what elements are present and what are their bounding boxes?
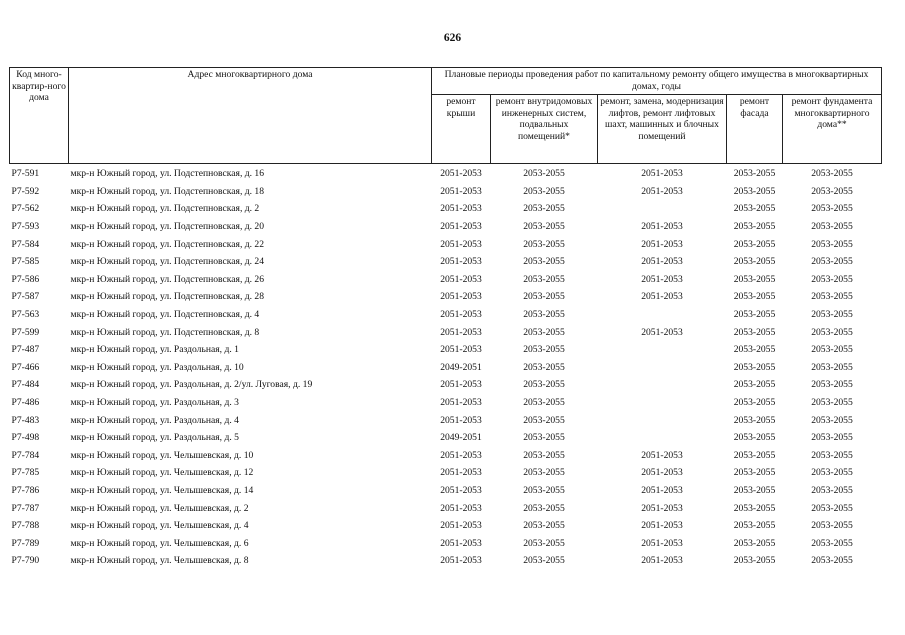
- facade-period-cell: 2053-2055: [733, 291, 776, 303]
- elevators-period-cell: 2051-2053: [641, 168, 683, 180]
- facade-period-cell: 2053-2055: [733, 555, 776, 567]
- facade-period-cell: 2053-2055: [733, 414, 776, 426]
- address-cell: мкр-н Южный город, ул. Подстепновская, д. 8: [70, 326, 260, 338]
- elevators-period-cell: 2051-2053: [641, 484, 683, 496]
- table-row: [10, 517, 882, 535]
- building-code-cell: Р7-563: [11, 309, 40, 321]
- facade-period-cell: 2053-2055: [733, 502, 776, 514]
- building-code-cell: Р7-789: [11, 537, 40, 549]
- roof-period-cell: 2051-2053: [440, 291, 482, 303]
- roof-period-cell: 2051-2053: [440, 309, 482, 321]
- table-row: [10, 447, 882, 465]
- foundation-period-cell: 2053-2055: [811, 256, 853, 268]
- address-cell: мкр-н Южный город, ул. Челышевская, д. 2: [70, 502, 249, 514]
- elevators-period-cell: 2051-2053: [641, 537, 683, 549]
- systems-period-cell: 2053-2055: [523, 238, 565, 250]
- table-row: [10, 200, 882, 218]
- foundation-period-cell: 2053-2055: [811, 467, 853, 479]
- foundation-period-cell: 2053-2055: [811, 168, 853, 180]
- systems-period-cell: 2053-2055: [523, 397, 565, 409]
- address-cell: мкр-н Южный город, ул. Раздольная, д. 10: [70, 361, 244, 373]
- table-row: [10, 218, 882, 236]
- roof-period-cell: 2051-2053: [440, 484, 482, 496]
- building-code-cell: Р7-487: [11, 344, 40, 356]
- header-building-code: Код много-квартир-ного дома: [10, 68, 69, 164]
- address-cell: мкр-н Южный город, ул. Челышевская, д. 10: [70, 449, 254, 461]
- table-row: [10, 552, 882, 570]
- elevators-period-cell: 2051-2053: [641, 238, 683, 250]
- foundation-period-cell: 2053-2055: [811, 203, 853, 215]
- building-code-cell: Р7-784: [11, 449, 40, 461]
- facade-period-cell: 2053-2055: [733, 256, 776, 268]
- facade-period-cell: 2053-2055: [733, 221, 776, 233]
- building-code-cell: Р7-483: [11, 414, 40, 426]
- building-code-cell: Р7-591: [11, 168, 40, 180]
- foundation-period-cell: 2053-2055: [811, 309, 853, 321]
- address-cell: мкр-н Южный город, ул. Подстепновская, д. 28: [70, 291, 265, 303]
- facade-period-cell: 2053-2055: [733, 203, 776, 215]
- systems-period-cell: 2053-2055: [523, 379, 565, 391]
- building-code-cell: Р7-599: [11, 326, 40, 338]
- foundation-period-cell: 2053-2055: [811, 537, 853, 549]
- roof-period-cell: 2051-2053: [440, 238, 482, 250]
- table-row: [10, 164, 882, 183]
- building-code-cell: Р7-593: [11, 221, 40, 233]
- building-code-cell: Р7-498: [11, 432, 40, 444]
- elevators-period-cell: [598, 394, 727, 412]
- address-cell: мкр-н Южный город, ул. Раздольная, д. 2/ул. Луговая, д. 19: [70, 379, 313, 391]
- facade-period-cell: 2053-2055: [733, 537, 776, 549]
- table-row: [10, 271, 882, 289]
- elevators-period-cell: [598, 306, 727, 324]
- facade-period-cell: 2053-2055: [733, 361, 776, 373]
- building-code-cell: Р7-584: [11, 238, 40, 250]
- building-code-cell: Р7-484: [11, 379, 40, 391]
- address-cell: мкр-н Южный город, ул. Раздольная, д. 3: [70, 397, 239, 409]
- table-row: [10, 376, 882, 394]
- systems-period-cell: 2053-2055: [523, 185, 565, 197]
- address-cell: мкр-н Южный город, ул. Подстепновская, д. 4: [70, 309, 260, 321]
- foundation-period-cell: 2053-2055: [811, 361, 853, 373]
- foundation-period-cell: 2053-2055: [811, 414, 853, 426]
- address-cell: мкр-н Южный город, ул. Подстепновская, д. 18: [70, 185, 265, 197]
- roof-period-cell: 2051-2053: [440, 185, 482, 197]
- facade-period-cell: 2053-2055: [733, 432, 776, 444]
- foundation-period-cell: 2053-2055: [811, 238, 853, 250]
- foundation-period-cell: 2053-2055: [811, 344, 853, 356]
- elevators-period-cell: 2051-2053: [641, 449, 683, 461]
- address-cell: мкр-н Южный город, ул. Подстепновская, д. 2: [70, 203, 260, 215]
- roof-period-cell: 2051-2053: [440, 502, 482, 514]
- address-cell: мкр-н Южный город, ул. Челышевская, д. 8: [70, 555, 249, 567]
- facade-period-cell: 2053-2055: [733, 273, 776, 285]
- elevators-period-cell: 2051-2053: [641, 256, 683, 268]
- address-cell: мкр-н Южный город, ул. Подстепновская, д. 22: [70, 238, 265, 250]
- address-cell: мкр-н Южный город, ул. Челышевская, д. 6: [70, 537, 249, 549]
- facade-period-cell: 2053-2055: [733, 309, 776, 321]
- table-row: [10, 464, 882, 482]
- systems-period-cell: 2053-2055: [523, 467, 565, 479]
- building-code-cell: Р7-790: [11, 555, 40, 567]
- header-engineering-systems-repair: ремонт внутридомовых инженерных систем, подвальных помещений*: [491, 95, 598, 164]
- header-address: Адрес многоквартирного дома: [69, 68, 432, 164]
- facade-period-cell: 2053-2055: [733, 185, 776, 197]
- facade-period-cell: 2053-2055: [733, 467, 776, 479]
- header-elevator-repair: ремонт, замена, модернизация лифтов, ремонт лифтовых шахт, машинных и блочных помещений: [598, 95, 727, 164]
- table-row: [10, 534, 882, 552]
- systems-period-cell: 2053-2055: [523, 291, 565, 303]
- foundation-period-cell: 2053-2055: [811, 185, 853, 197]
- foundation-period-cell: 2053-2055: [811, 555, 853, 567]
- table-row: [10, 288, 882, 306]
- table-row: [10, 359, 882, 377]
- address-cell: мкр-н Южный город, ул. Подстепновская, д. 20: [70, 221, 265, 233]
- building-code-cell: Р7-592: [11, 185, 40, 197]
- elevators-period-cell: [598, 341, 727, 359]
- building-code-cell: Р7-486: [11, 397, 40, 409]
- roof-period-cell: 2051-2053: [440, 344, 482, 356]
- table-row: [10, 394, 882, 412]
- roof-period-cell: 2051-2053: [440, 326, 482, 338]
- address-cell: мкр-н Южный город, ул. Подстепновская, д. 24: [70, 256, 265, 268]
- table-row: [10, 306, 882, 324]
- elevators-period-cell: 2051-2053: [641, 326, 683, 338]
- elevators-period-cell: [598, 411, 727, 429]
- table-row: [10, 411, 882, 429]
- table-row: [10, 323, 882, 341]
- systems-period-cell: 2053-2055: [523, 221, 565, 233]
- building-code-cell: Р7-788: [11, 520, 40, 532]
- foundation-period-cell: 2053-2055: [811, 484, 853, 496]
- roof-period-cell: 2051-2053: [440, 397, 482, 409]
- roof-period-cell: 2051-2053: [440, 256, 482, 268]
- address-cell: мкр-н Южный город, ул. Челышевская, д. 12: [70, 467, 254, 479]
- systems-period-cell: 2053-2055: [523, 344, 565, 356]
- roof-period-cell: 2051-2053: [440, 221, 482, 233]
- facade-period-cell: 2053-2055: [733, 238, 776, 250]
- foundation-period-cell: 2053-2055: [811, 520, 853, 532]
- roof-period-cell: 2051-2053: [440, 467, 482, 479]
- roof-period-cell: 2049-2051: [440, 361, 482, 373]
- facade-period-cell: 2053-2055: [733, 326, 776, 338]
- elevators-period-cell: [598, 359, 727, 377]
- systems-period-cell: 2053-2055: [523, 484, 565, 496]
- systems-period-cell: 2053-2055: [523, 449, 565, 461]
- systems-period-cell: 2053-2055: [523, 203, 565, 215]
- roof-period-cell: 2051-2053: [440, 273, 482, 285]
- facade-period-cell: 2053-2055: [733, 344, 776, 356]
- table-row: [10, 235, 882, 253]
- capital-repair-schedule-table: [9, 67, 882, 570]
- foundation-period-cell: 2053-2055: [811, 291, 853, 303]
- elevators-period-cell: [598, 200, 727, 218]
- table-row: [10, 499, 882, 517]
- building-code-cell: Р7-585: [11, 256, 40, 268]
- systems-period-cell: 2053-2055: [523, 414, 565, 426]
- facade-period-cell: 2053-2055: [733, 520, 776, 532]
- roof-period-cell: 2051-2053: [440, 203, 482, 215]
- header-facade-repair: ремонт фасада: [727, 95, 783, 164]
- roof-period-cell: 2051-2053: [440, 414, 482, 426]
- foundation-period-cell: 2053-2055: [811, 397, 853, 409]
- table-row: [10, 341, 882, 359]
- facade-period-cell: 2053-2055: [733, 168, 776, 180]
- building-code-cell: Р7-587: [11, 291, 40, 303]
- systems-period-cell: 2053-2055: [523, 256, 565, 268]
- address-cell: мкр-н Южный город, ул. Раздольная, д. 4: [70, 414, 239, 426]
- address-cell: мкр-н Южный город, ул. Подстепновская, д. 26: [70, 273, 265, 285]
- building-code-cell: Р7-466: [11, 361, 40, 373]
- foundation-period-cell: 2053-2055: [811, 449, 853, 461]
- elevators-period-cell: 2051-2053: [641, 291, 683, 303]
- elevators-period-cell: 2051-2053: [641, 467, 683, 479]
- elevators-period-cell: [598, 376, 727, 394]
- building-code-cell: Р7-562: [11, 203, 40, 215]
- foundation-period-cell: 2053-2055: [811, 502, 853, 514]
- building-code-cell: Р7-586: [11, 273, 40, 285]
- header-foundation-repair: ремонт фундамента многоквартирного дома**: [783, 95, 882, 164]
- systems-period-cell: 2053-2055: [523, 502, 565, 514]
- elevators-period-cell: 2051-2053: [641, 555, 683, 567]
- building-code-cell: Р7-785: [11, 467, 40, 479]
- systems-period-cell: 2053-2055: [523, 273, 565, 285]
- foundation-period-cell: 2053-2055: [811, 221, 853, 233]
- foundation-period-cell: 2053-2055: [811, 326, 853, 338]
- facade-period-cell: 2053-2055: [733, 484, 776, 496]
- systems-period-cell: 2053-2055: [523, 168, 565, 180]
- facade-period-cell: 2053-2055: [733, 449, 776, 461]
- facade-period-cell: 2053-2055: [733, 379, 776, 391]
- building-code-cell: Р7-786: [11, 484, 40, 496]
- building-code-cell: Р7-787: [11, 502, 40, 514]
- facade-period-cell: 2053-2055: [733, 397, 776, 409]
- systems-period-cell: 2053-2055: [523, 309, 565, 321]
- address-cell: мкр-н Южный город, ул. Челышевская, д. 4: [70, 520, 249, 532]
- roof-period-cell: 2049-2051: [440, 432, 482, 444]
- systems-period-cell: 2053-2055: [523, 326, 565, 338]
- systems-period-cell: 2053-2055: [523, 520, 565, 532]
- address-cell: мкр-н Южный город, ул. Раздольная, д. 1: [70, 344, 239, 356]
- table-row: [10, 253, 882, 271]
- roof-period-cell: 2051-2053: [440, 168, 482, 180]
- roof-period-cell: 2051-2053: [440, 537, 482, 549]
- page-number: 626: [443, 32, 462, 44]
- address-cell: мкр-н Южный город, ул. Раздольная, д. 5: [70, 432, 239, 444]
- roof-period-cell: 2051-2053: [440, 449, 482, 461]
- systems-period-cell: 2053-2055: [523, 537, 565, 549]
- systems-period-cell: 2053-2055: [523, 432, 565, 444]
- roof-period-cell: 2051-2053: [440, 555, 482, 567]
- elevators-period-cell: 2051-2053: [641, 273, 683, 285]
- table-row: [10, 429, 882, 447]
- table-row: [10, 183, 882, 201]
- elevators-period-cell: 2051-2053: [641, 520, 683, 532]
- address-cell: мкр-н Южный город, ул. Челышевская, д. 14: [70, 484, 254, 496]
- foundation-period-cell: 2053-2055: [811, 432, 853, 444]
- foundation-period-cell: 2053-2055: [811, 379, 853, 391]
- roof-period-cell: 2051-2053: [440, 379, 482, 391]
- header-roof-repair: ремонт крыши: [432, 95, 491, 164]
- header-planned-periods: Плановые периоды проведения работ по капитальному ремонту общего имущества в многоквартирных домах, годы: [432, 68, 882, 95]
- elevators-period-cell: 2051-2053: [641, 185, 683, 197]
- elevators-period-cell: 2051-2053: [641, 502, 683, 514]
- foundation-period-cell: 2053-2055: [811, 273, 853, 285]
- elevators-period-cell: 2051-2053: [641, 221, 683, 233]
- roof-period-cell: 2051-2053: [440, 520, 482, 532]
- table-row: [10, 482, 882, 500]
- systems-period-cell: 2053-2055: [523, 555, 565, 567]
- address-cell: мкр-н Южный город, ул. Подстепновская, д. 16: [70, 168, 265, 180]
- systems-period-cell: 2053-2055: [523, 361, 565, 373]
- elevators-period-cell: [598, 429, 727, 447]
